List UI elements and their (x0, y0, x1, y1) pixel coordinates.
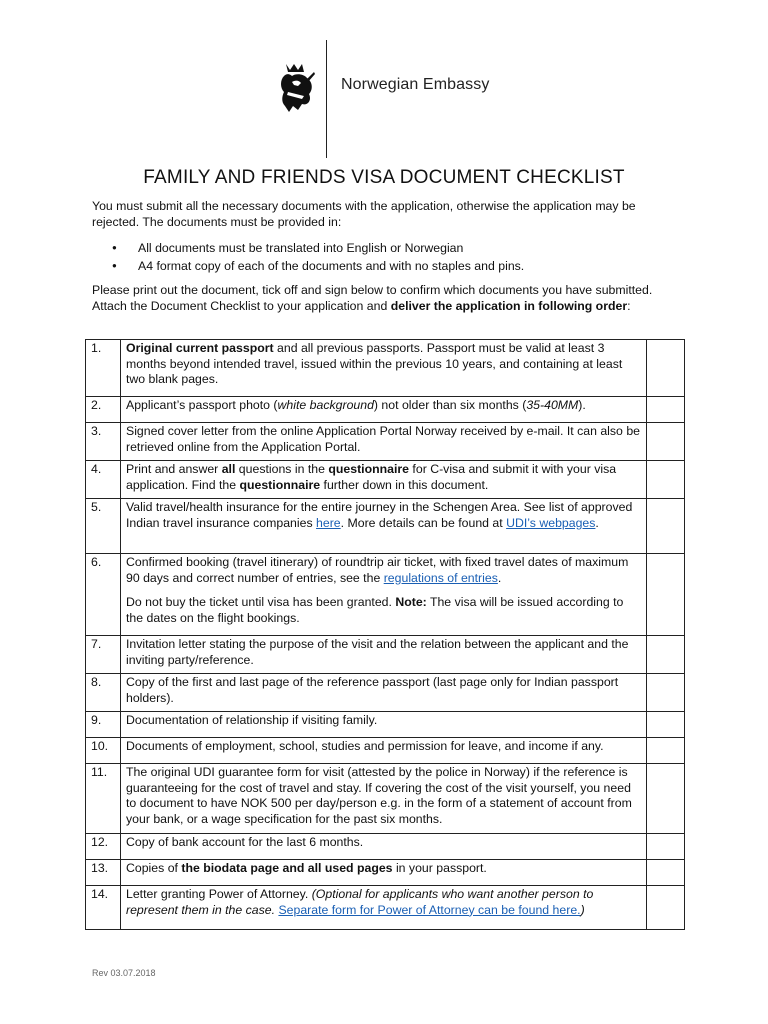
list-item: ● All documents must be translated into English or Norwegian (112, 239, 524, 257)
checklist-table (85, 339, 685, 930)
tick-box[interactable] (647, 738, 685, 764)
tick-box[interactable] (647, 423, 685, 461)
list-item: ● A4 format copy of each of the documents and with no staples and pins. (112, 257, 524, 275)
tick-box[interactable] (647, 554, 685, 636)
tick-box[interactable] (647, 674, 685, 712)
table-row: 9. Documentation of relationship if visiting family. (86, 712, 685, 738)
tick-box[interactable] (647, 886, 685, 930)
table-row: 5. Valid travel/health insurance for the entire journey in the Schengen Area. See list of approved Indian travel insurance companies here. More details can be found at UDI’s webpages. (86, 499, 685, 554)
header-divider (326, 40, 327, 158)
revision-date: Rev 03.07.2018 (92, 968, 156, 978)
requirements-list (112, 239, 524, 275)
page-title: FAMILY AND FRIENDS VISA DOCUMENT CHECKLIST (143, 167, 625, 188)
table-row: 8. Copy of the first and last page of the reference passport (last page only for Indian passport holders). (86, 674, 685, 712)
insurance-link[interactable]: here (316, 515, 341, 530)
table-row: 1. Original current passport and all previous passports. Passport must be valid at least 3 months beyond intended travel, issued within the previous 10 years, and containing at least two blank pages. (86, 340, 685, 397)
tick-box[interactable] (647, 340, 685, 397)
table-row: 11. The original UDI guarantee form for visit (attested by the police in Norway) if the reference is guaranteeing for the cost of travel and stay. If covering the cost of the visit yourself, you need to document to have NOK 500 per day/person e.g. in the form of a statement of account from your bank, or a wage specification for the past six months. (86, 764, 685, 834)
tick-box[interactable] (647, 764, 685, 834)
udi-webpages-link[interactable]: UDI’s webpages (506, 515, 596, 530)
table-row: 4. Print and answer all questions in the questionnaire for C-visa and submit it with your visa application. Find the questionnaire further down in this document. (86, 461, 685, 499)
table-row: 6. Confirmed booking (travel itinerary) of roundtrip air ticket, with fixed travel dates of maximum 90 days and correct number of entries, see the regulations of entries. Do not buy the ticket until visa has been granted. Note: The visa will be issued according to the dates on the flight bookings. (86, 554, 685, 636)
tick-box[interactable] (647, 499, 685, 554)
table-row: 10. Documents of employment, school, studies and permission for leave, and income if any. (86, 738, 685, 764)
org-name: Norwegian Embassy (341, 76, 490, 93)
table-row: 12. Copy of bank account for the last 6 months. (86, 834, 685, 860)
tick-box[interactable] (647, 712, 685, 738)
print-instructions: Please print out the document, tick off and sign below to confirm which documents you have submitted. Attach the Document Checklist to your application and deliver the application in following order: (92, 283, 653, 313)
tick-box[interactable] (647, 461, 685, 499)
table-row: 3. Signed cover letter from the online Application Portal Norway received by e-mail. It can also be retrieved online from the Application Portal. (86, 423, 685, 461)
table-row: 13. Copies of the biodata page and all used pages in your passport. (86, 860, 685, 886)
table-row: 7. Invitation letter stating the purpose of the visit and the relation between the applicant and the inviting party/reference. (86, 636, 685, 674)
tick-box[interactable] (647, 397, 685, 423)
tick-box[interactable] (647, 834, 685, 860)
tick-box[interactable] (647, 860, 685, 886)
intro-paragraph: You must submit all the necessary documents with the application, otherwise the application may be rejected. The documents must be provided in: (92, 199, 636, 229)
tick-box[interactable] (647, 636, 685, 674)
table-row: 14. Letter granting Power of Attorney. (Optional for applicants who want another person to represent them in the case. Separate form for Power of Attorney can be found here.) (86, 886, 685, 930)
table-row: 2. Applicant’s passport photo (white background) not older than six months (35-40MM). (86, 397, 685, 423)
norwegian-lion-crest-icon (276, 62, 316, 114)
power-of-attorney-link[interactable]: Separate form for Power of Attorney can be found here. (278, 902, 581, 917)
regulations-of-entries-link[interactable]: regulations of entries (383, 570, 498, 585)
